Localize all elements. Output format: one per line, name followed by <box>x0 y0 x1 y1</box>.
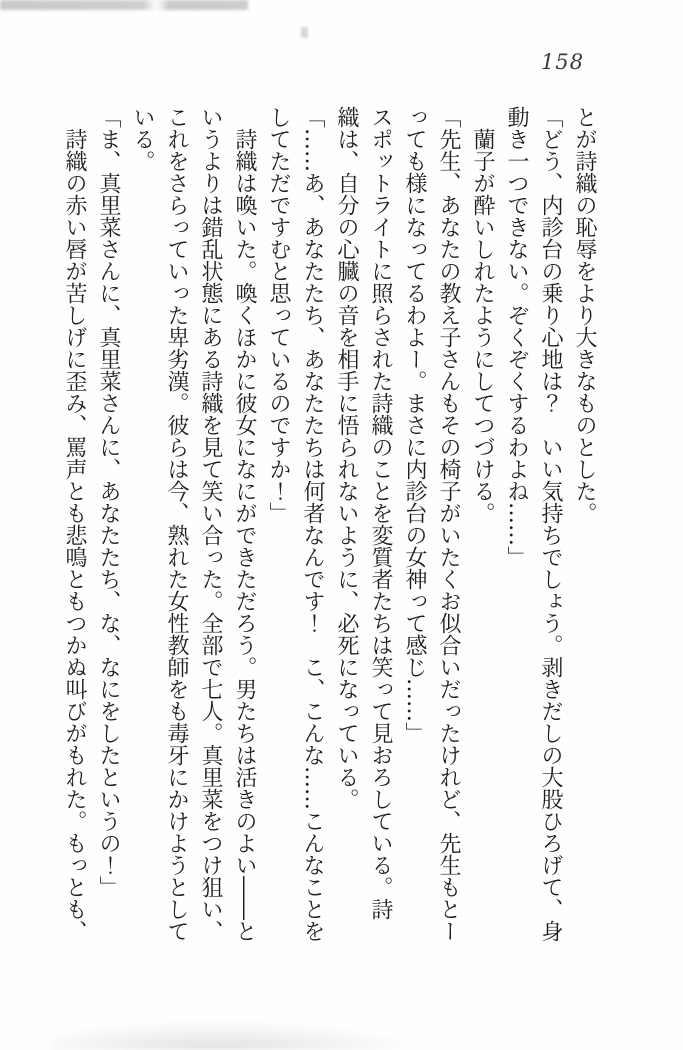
text-line: 詩織の赤い唇が苦しげに歪み、罵声とも悲鳴ともつかぬ叫びがもれた。もっとも、 <box>62 106 87 942</box>
text-line: 詩織は喚いた。喚くほかに彼女になにができただろう。男たちは活きのよい――と <box>232 106 257 942</box>
body-text <box>57 106 601 952</box>
text-line: これをさらっていった卑劣漢。彼らは今、熟れた女性教師をも毒牙にかけようとして <box>164 106 189 942</box>
text-line: いる。 <box>130 106 155 172</box>
text-line: してただですむと思っているのですか！」 <box>266 106 291 524</box>
text-line: 動き一つできない。ぞくぞくするわよね……」 <box>504 106 529 568</box>
text-line: いうよりは錯乱状態にある詩織を見て笑い合った。全部で七人。真里菜をつけ狙い、 <box>198 106 223 942</box>
text-line: スポットライトに照らされた詩織のことを変質者たちは笑って見おろしている。詩 <box>368 106 393 920</box>
text-line: 「どう、内診台の乗り心地は？ いい気持ちでしょう。剥きだしの大股ひろげて、身 <box>538 106 563 942</box>
scan-artifact-dot <box>301 27 308 38</box>
scan-artifact-bottom-smudge <box>50 1020 420 1050</box>
text-line: 「……あ、あなたたち、あなたたちは何者なんです！ こ、こんな……こんなことを <box>300 106 325 942</box>
text-line: 織は、自分の心臓の音を相手に悟られないように、必死になっている。 <box>334 106 359 810</box>
page-number: 158 <box>541 50 585 74</box>
scan-artifact-top-edge <box>0 0 248 10</box>
text-line: っても様になってるわよー。まさに内診台の女神って感じ……」 <box>402 106 427 744</box>
text-line: 「先生、あなたの教え子さんもその椅子がいたくお似合いだったけれど、先生もとー <box>436 106 461 942</box>
text-line: とが詩織の恥辱をより大きなものとした。 <box>572 106 597 524</box>
text-line: 蘭子が酔いしれたようにしてつづける。 <box>470 106 495 524</box>
text-line: 「ま、真里菜さんに、真里菜さんに、あなたたち、な、なにをしたというの！」 <box>96 106 121 898</box>
